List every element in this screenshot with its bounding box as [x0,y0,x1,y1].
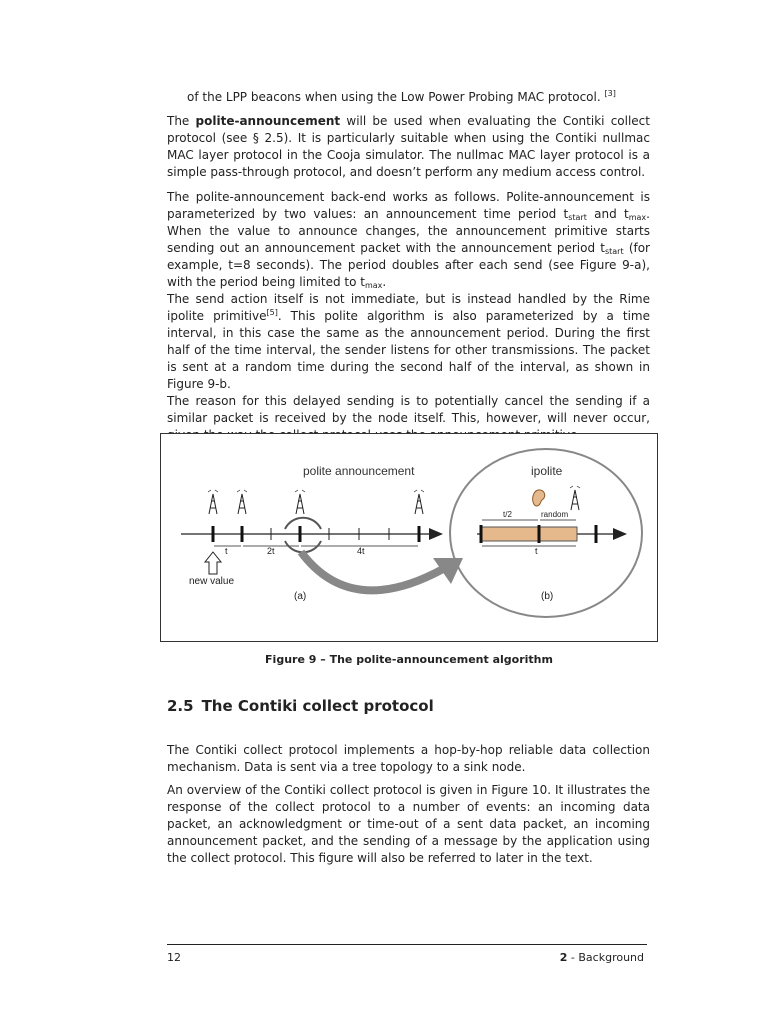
footer-divider [167,944,647,945]
tick-label-t: t [225,546,228,556]
radio-tower-icon [570,486,580,510]
label-a: (a) [294,591,307,602]
para-polite: The polite-announcement will be used when evaluating the Contiki collect protocol (see § 2.5). It is particularly suitable when using the Contiki nullmac MAC layer protocol in the Cooja simulator. The nullmac MAC layer protocol is a simple pass-through protocol, and doesn’t perform any medium access control. [167,114,650,179]
para-continuation: of the LPP beacons when using the Low Power Probing MAC protocol. [3] [187,89,616,104]
label-polite-announcement: polite announcement [303,464,415,478]
para-backend: The polite-announcement back-end works as follows. Polite-announcement is parameterized by two values: an announcement time period $t_{start}$ and $t_{max}$. When the value to announce changes, the announcement primitive starts sending out an announcement packet with the announcement period $t_{start}$ (for example, t=8 seconds). The period doubles after each send (see Figure 9-a), with the period being limited to $t_{max}$. The send action itself is not immediate, but is instead handled by the Rime ipolite primitive[5]. This polite algorithm is also parameterized by a time interval, in this case the same as the announcement period. During the first half of the time interval, the sender listens for other transmissions. The packet is sent at a random time during the second half of the interval, as shown in Figure 9-b. The reason for this delayed sending is to potentially cancel the sending if a similar packet is received by the node itself. This, however, will never occur, [167,190,650,425]
timeline-a-arrow [429,528,443,540]
label-random: random [541,510,569,519]
radio-tower-icon [208,490,424,514]
figure-diagram [161,434,657,641]
ear-icon [533,490,545,506]
figure-caption: Figure 9 – The polite-announcement algorithm [265,653,553,666]
highlight-circle [285,518,321,553]
tick-label-2t: 2t [267,546,275,556]
para-collect-2: An overview of the Contiki collect protocol is given in Figure 10. It illustrates the response of the collect protocol to a number of events: an incoming data packet, an acknowledgment or time-out of a sent data packet, an incoming announcement packet, and the sending of a message by the application using the collect protocol. This figure will also be referred to later in the text. [167,783,650,865]
figure-polite-announcement [160,433,658,642]
term-polite-announcement: polite-announcement [195,114,341,128]
section-heading [167,697,434,715]
footer-chapter: 2 - Background [559,951,644,964]
interval-bar [481,527,577,541]
citation-ref: [3] [604,89,616,98]
transition-arrow [301,552,443,590]
tick-label-4t: 4t [357,546,365,556]
new-value-arrow [205,552,221,574]
citation-ref: [5] [266,308,278,317]
section-number: 2.5 [167,697,194,715]
section-title: The Contiki collect protocol [201,697,434,715]
label-b: (b) [541,591,554,602]
label-ipolite: ipolite [531,464,563,478]
label-half: t/2 [503,510,512,519]
label-b-t: t [535,546,538,556]
page-number: 12 [167,951,181,964]
para-collect-1: The Contiki collect protocol implements a hop-by-hop reliable data collection mechanism. Data is sent via a tree topology to a sink node. [167,743,650,774]
label-new-value: new value [189,576,235,587]
